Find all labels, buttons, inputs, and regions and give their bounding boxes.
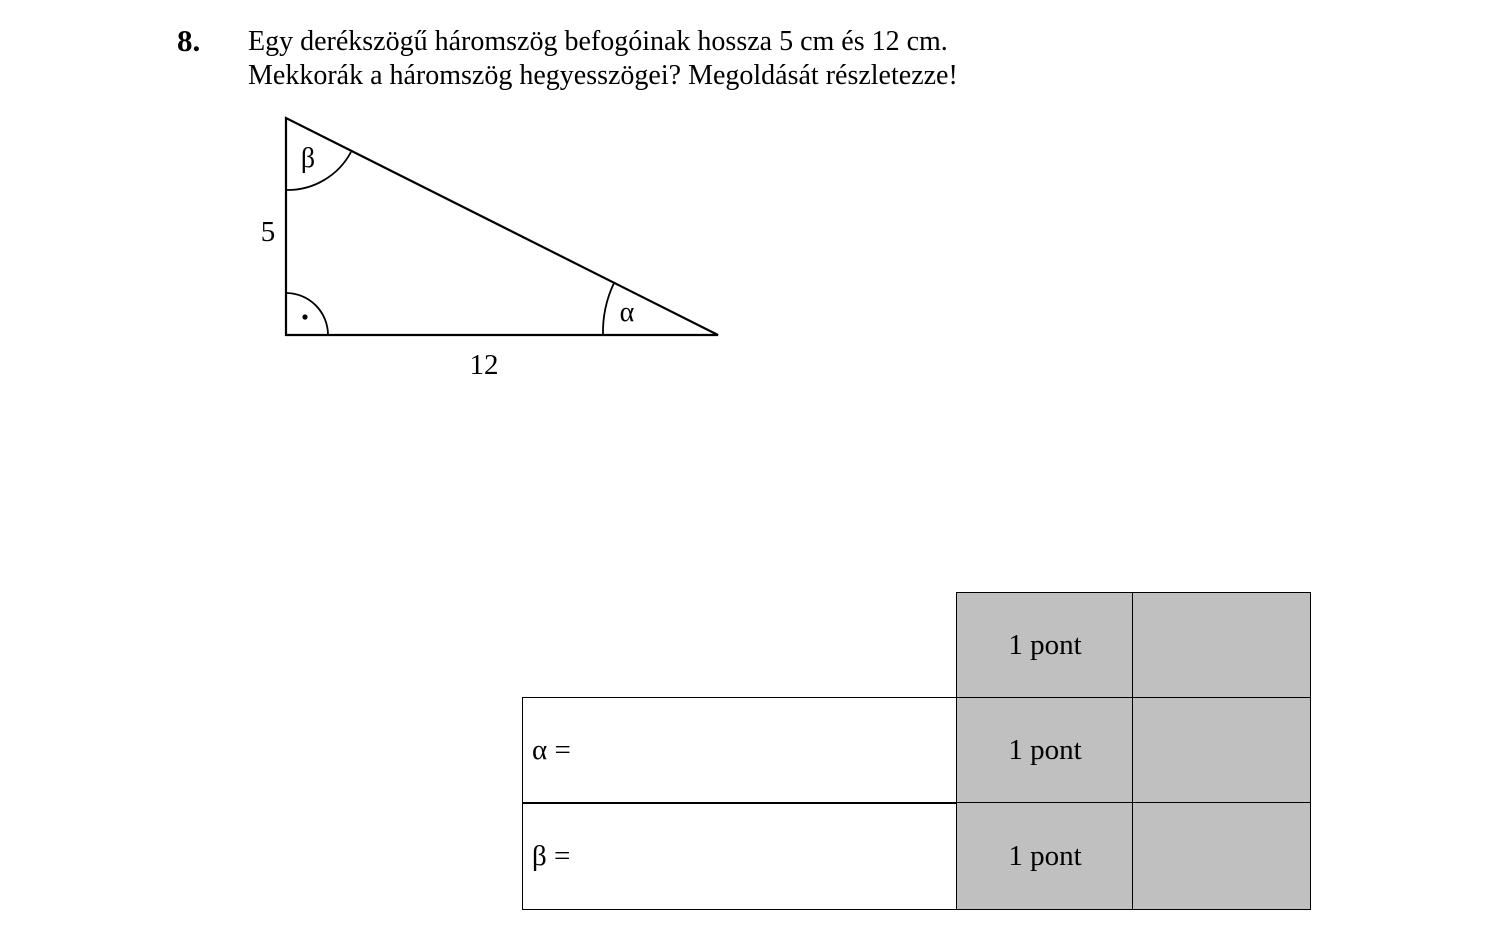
right-angle-dot [302, 314, 307, 319]
points-cell [956, 697, 1134, 804]
problem-number: 8. [177, 23, 201, 58]
scoring-table [522, 592, 1311, 910]
answer-label-beta: β = [532, 839, 571, 872]
alpha-angle-arc [603, 283, 614, 335]
side-label-vertical: 5 [260, 216, 276, 248]
answer-label-alpha: α = [532, 734, 571, 766]
points-label: 1 pont [1008, 839, 1082, 872]
beta-angle-arc [286, 152, 351, 190]
problem-text-line-1: Egy derékszögű háromszög befogóinak hossza 5 cm és 12 cm. [248, 26, 948, 57]
score-cell[interactable] [1132, 802, 1311, 910]
points-label: 1 pont [1008, 629, 1082, 661]
angle-label-alpha: α [619, 297, 635, 328]
problem-text-line-2: Mekkorák a háromszög hegyesszögei? Megoldását részletezze! [248, 60, 958, 91]
right-triangle-figure [0, 0, 760, 400]
answer-field-alpha[interactable] [522, 697, 958, 804]
right-angle-arc [286, 293, 328, 335]
triangle-outline [286, 118, 718, 335]
points-label: 1 pont [1008, 734, 1082, 766]
score-cell[interactable] [1132, 697, 1311, 804]
score-cell[interactable] [1132, 592, 1311, 699]
angle-label-beta: β [300, 143, 316, 174]
points-cell [956, 592, 1134, 699]
answer-field-beta[interactable] [522, 802, 958, 910]
side-label-horizontal: 12 [469, 349, 499, 381]
points-cell [956, 802, 1134, 910]
